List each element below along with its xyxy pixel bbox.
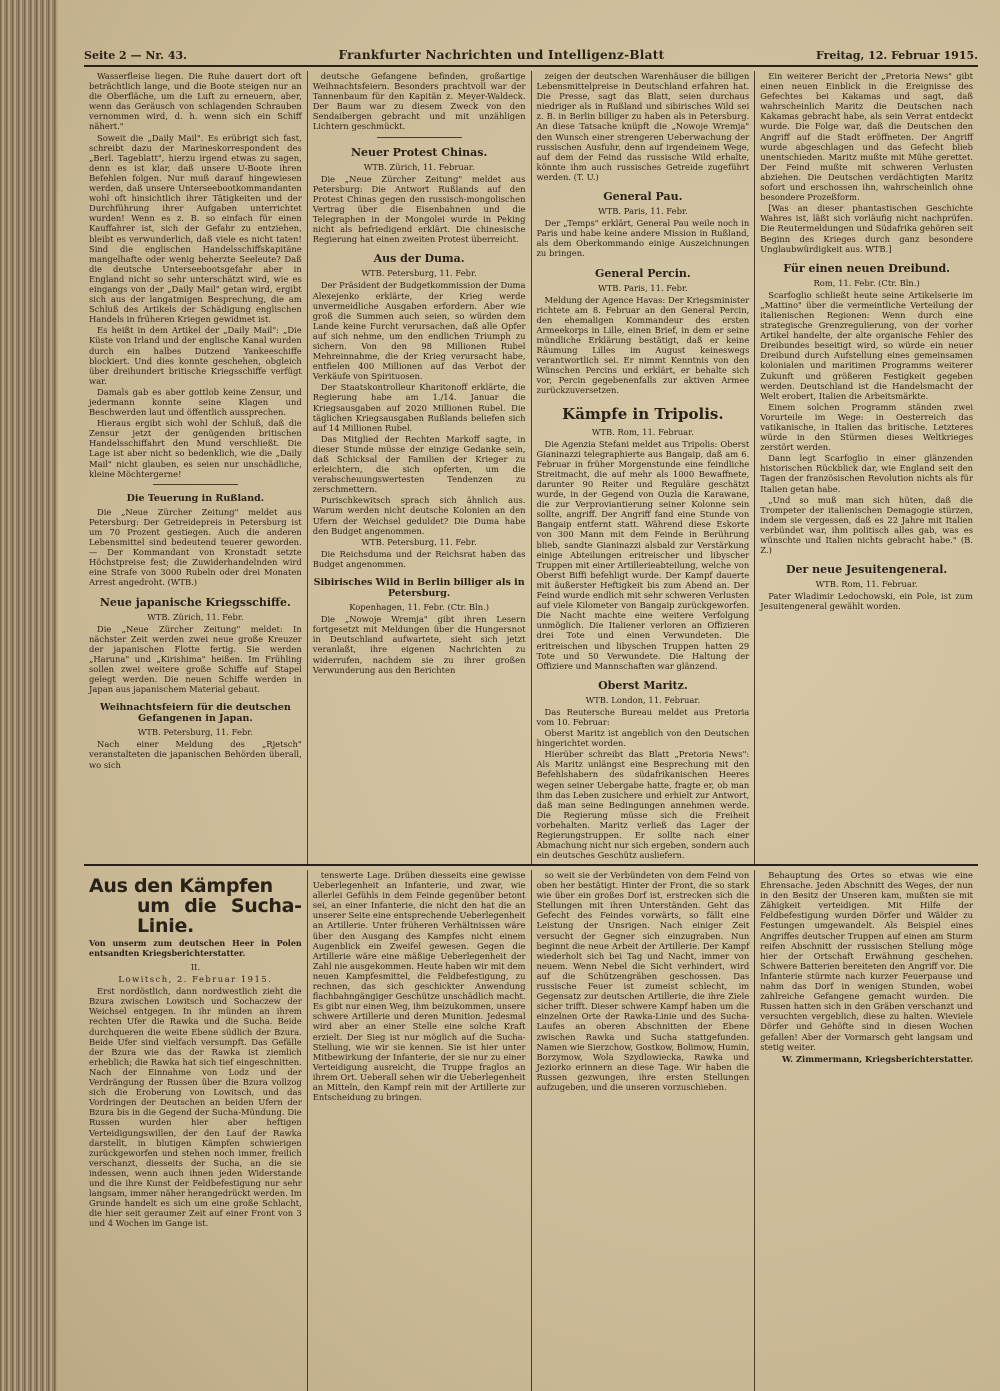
article-text: Damals gab es aber gottlob keine Zensur, und jedermann konnte seine Klagen und Beschwerden laut und öffentlich aussprechen. [89, 386, 302, 418]
author-signature: W. Zimmermann, Kriegsberichterstatter. [782, 1053, 973, 1064]
headline: Neue japanische Kriegsschiffe. [99, 595, 291, 609]
feature-headline-line-1: Aus den Kämpfen [89, 875, 273, 897]
article-text: deutsche Gefangene befinden, großartige Weihnachtsfeiern. Besonders prachtvoll war der Tannenbaum für den Kapitän z. Meyer-Waldeck. Der Baum war zu diesem Zweck von den Sendaibergen gebracht und mit unzähligen Lichtern geschmückt. [312, 71, 526, 132]
article-text: Einem solchen Programm ständen zwei Vorurteile im Wege: in Oesterreich das vatikanische, in Italien das britische. Letzteres würde in den Stürmen dieses Weltkrieges zerstört werden. [760, 401, 973, 453]
newspaper-title: Frankfurter Nachrichten und Intelligenz-Blatt [338, 48, 665, 62]
dateline: WTB. London, 11. Februar. [585, 694, 701, 705]
lower-section [84, 870, 978, 1391]
article-text: Scarfoglio schließt heute seine Artikelserie im „Mattino" über die vermeintliche Verteilung der italienischen Regionen: Wenn durch eine strategische Grenzregulierung, von der vorher Artikel handelte, der alte organische Fehler des Dreibundes beseitigt wird, so würde ein neuer Dreibund durch Aufstellung eines gemeinsamen kolonialen und maritimen Programms weiterer Zukunft und größeren Festigkeit gegeben werden. Deutschland ist die Handelsmacht der Welt erobert, Italien die Arbeitsmärkte. [760, 289, 973, 401]
article-text: Ein weiterer Bericht der „Pretoria News" gibt einen neuen Einblick in die Ereignisse des Gefechtes bei Kakamas und sagt, daß wahrscheinlich Maritz die Deutschen nach Kakamas gebracht habe, als sein Verrat entdeckt wurde. Die Folge war, daß die Deutschen den Angriff auf die Stadt eröffneten. Der Angriff wurde abgeschlagen und das Gefecht blieb unentschieden. Maritz mußte mit Mühe gerettet. Der Feind mußte mit schweren Verlusten abziehen. Die Deutschen verdächtigten Maritz sofort und erschossen ihn, wahrscheinlich ohne besondere Prozeßform. [760, 71, 973, 203]
article-text: Dann legt Scarfoglio in einer glänzenden historischen Rückblick dar, wie England seit den Tagen der französischen Revolution nichts als für Italien getan habe. [760, 453, 973, 494]
column-1 [84, 71, 308, 864]
headline: Weihnachtsfeiern für die deutschen Gefangenen in Japan. [99, 702, 291, 725]
article-text: tenswerte Lage. Drüben diesseits eine gewisse Ueberlegenheit an Infanterie, und zwar, wie allerlei Gefühls in dem Feinde gegenüber betont sei, an einer Infanterie, die nicht den hat die an unserer Seite eine entsprechende Ueberlegenheit an Artillerie. Unter früheren Verhältnissen wäre über den Ausgang des Kampfes nicht einem Augenblick ein Zweifel gewesen. Gegen die Artillerie wäre eine mäßige Ueberlegenheit der Zahl nie ausgekommen. Heute haben wir mit dem neuen Kampfesmittel, die Feldbefestigung, zu rechnen, das sich geschickter Anwendung flachbahngängiger Geschütze unschädlich macht. Es gibt nur einen Weg, ihm beizukommen, unsere schwere Artillerie und deren Munition. Jedesmal wird aber an einer Stelle eine solche Kraft erzielt. Der Sieg ist nur möglich auf die Sucha-Stellung, wie wir sie kennen. Sie ist hier unter Mitbewirkung der Infanterie, der sie nur zu einer Verteidigung ausreicht, die Truppe fraglos an ihrem Ort. Ueberall sehen wir die Ueberlegenheit an Mitteln, den Kampf rein mit der Artillerie zur Entscheidung zu bringen. [312, 870, 526, 1103]
feature-headline-line-2: um die Sucha-Linie. [137, 895, 302, 937]
headline: Die Teuerung in Rußland. [126, 492, 265, 504]
dateline: Kopenhagen, 11. Febr. (Ctr. Bln.) [349, 602, 490, 613]
column-3 [532, 71, 756, 864]
column-4 [755, 71, 978, 864]
dateline: WTB. Zürich, 11. Februar. [363, 161, 475, 172]
headline: Der neue Jesuitengeneral. [785, 563, 948, 577]
article-text: Hieraus ergibt sich wohl der Schluß, daß die Zensur jetzt der genügenden britischen Handelsschiffahrt den Mund verschließt. Die Lage ist aber nicht so bedenklich, wie die „Daily Mail" nicht glauben, es seien nur unschädliche, kleine Möchtergerne! [89, 418, 302, 479]
lower-column-3 [532, 870, 756, 1391]
article-text: Die „Neue Zürcher Zeitung" meldet aus Petersburg: Die Antwort Rußlands auf den Protest Chinas gegen den russisch-mongolischen Vertrag über die Eisenbahnen und die Telegraphen in der Mongolei wurde in Peking nicht als befriedigend erklärt. Die chinesische Regierung hat einen zweiten Protest überreicht. [312, 173, 526, 245]
article-text: [Was an dieser phantastischen Geschichte Wahres ist, läßt sich vorläufig nicht nachprüfen. Die Reutermeldungen und Südafrika gehören seit Beginn des Krieges durch ganz besondere Unglaubwürdigkeit aus. WTB.] [760, 203, 973, 254]
article-text: Nach einer Meldung des „Rjetsch" veranstalteten die japanischen Behörden überall, wo sich [89, 739, 302, 770]
headline: Kämpfe in Tripolis. [562, 404, 724, 423]
feature-headline [89, 876, 302, 936]
article-text: zeigen der deutschen Warenhäuser die billigen Lebensmittelpreise in Deutschland erfahren hat. Die Presse, sagt das Blatt, seien durchaus niedriger als in Rußland und sibirisches Wild sei z. B. in Berlin billiger zu haben als in Petersburg. An diese Tatsache knüpft die „Nowoje Wremja" den Wunsch einer strengeren Ueberwachung der russischen Ausfuhr, denn auf irgendeinem Wege, auf dem der Feind das russische Wild erhalte, könnte ihm auch russisches Getreide zugeführt werden. (T. U.) [536, 71, 750, 182]
issue-date: Freitag, 12. Februar 1915. [815, 49, 978, 62]
article-text: Der Präsident der Budgetkommission der Duma Alexejenko erklärte, der Krieg werde unvermeidliche Ausgaben erfordern. Aber wie groß die Summen auch seien, so würden dem Lande keine Furcht verursachen, daß alle Opfer auf sich nehme, um den endlichen Triumph zu sichern. Von den 98 Millionen Rubel Mehreinnahme, die der Krieg verursacht habe, entfielen 400 Millionen auf das Verbot der Verkäufe von Spirituosen. [312, 280, 526, 382]
divider [153, 484, 238, 485]
article-text: Oberst Maritz ist angeblich von den Deutschen hingerichtet worden. [536, 728, 750, 749]
article-text: Die „Neue Zürcher Zeitung" meldet aus Petersburg: Der Getreidepreis in Petersburg ist um 70 Prozent gestiegen. Auch die anderen Lebensmittel sind bedeutend teuerer geworden. — Der Kommandant von Kronstadt setzte Höchstpreise fest; die Zuwiderhandelnden wird eine Strafe von 3000 Rubeln oder drei Monaten Arrest angedroht. (WTB.) [89, 506, 302, 588]
dateline: WTB. Petersburg, 11. Febr. [137, 727, 254, 738]
article-text: Soweit die „Daily Mail". Es erübrigt sich fast, schreibt dazu der Marineskorrespondent des „Berl. Tageblatt", hierzu irgend etwas zu sagen, denn es ist klar, daß unsere U-Boote ihren Befehlen folgen. Nur muß darauf hingewiesen werden, daß unsere Unterseebootkommandanten wohl oft hinsichtlich ihrer Tätigkeiten und der Durchführung ihrer Aufgaben unterrichtet wurden! Wenn es z. B. so einfach für einen Kauffahrer ist, sich der Gefahr zu entziehen, bleibt es verwunderlich, daß viele es nicht taten! Sind die englischen Handelsschiffskapitäne mangelhafte oder wenig beherzte Seeleute? Daß die deutsche Unterseebootsgefahr aber in England nicht so sehr unterschätzt wird, wie es eingangs von der „Daily Mail" getan wird, ergibt sich aus der langatmigen Besprechung, die am Schluß des Artikels der Schädigung englischen Handels in früheren Kriegen gewidmet ist. [89, 132, 302, 325]
article-text: Das Reutersche Bureau meldet aus Pretoria vom 10. Februar: [536, 706, 750, 727]
book-binding-edge [0, 0, 62, 1391]
article-text: Erst nordöstlich, dann nordwestlich zieht die Bzura zwischen Lowitsch und Sochaczew der Weichsel entgegen. In ihr münden an ihrem rechten Ufer die Rawka und die Sucha. Beide durchqueren die weite Ebene südlich der Bzura. Beide Ufer sind vielfach versumpft. Das Gefälle der Bzura wie das der Rawka ist ziemlich erheblich; die Rawka hat sich tief eingeschnitten. Nach der Einnahme von Lodz und der Verdrängung der Russen über die Bzura vollzog sich die Eroberung von Lowitsch, und das Vordringen der Deutschen an beiden Ufern der Bzura bis in die Gegend der Sucha-Mündung. Die Russen wurden hier aber heftigen Verteidigungswillen, der den Lauf der Rawka darstellt, in blutigen Kämpfen schwierigen zurückgeworfen und stehen noch immer, freilich verschanzt, diesseits der Sucha, an die sie indessen, wenn auch ihnen jeden Widerstande und die ihre Kunst der Feldbefestigung nur sehr langsam, immer näher herangedrückt werden. Im Grunde handelt es sich um eine große Schlacht, die hier seit geraumer Zeit auf einer Front von 3 und 4 Wochen im Gange ist. [89, 986, 302, 1229]
dateline: WTB. Zürich, 11. Febr. [147, 611, 244, 622]
article-text: „Und so muß man sich hüten, daß die Trompeter der italienischen Demagogie stürzen, indem sie vergessen, daß es 22 Jahre mit Italien verbündet war, ihm politisch alles gab, was es wünschte und Italien nichts gebracht habe." (B. Z.) [760, 494, 973, 556]
article-text: Der „Temps" erklärt, General Pau weile noch in Paris und habe keine andere Mission in Rußland, als dem Oberkommando einige Auszeichnungen zu bringen. [536, 218, 750, 259]
article-text: Die Agenzia Stefani meldet aus Tripolis: Oberst Gianinazzi telegraphierte aus Bangaip, daß am 6. Februar in früher Morgenstunde eine feindliche Streitmacht, die auf mehr als 1000 Bewaffnete, darunter 90 Reiter und Reguläre geschätzt wurde, in der Gegend von Ouzla die Karawane, die zur Verproviantierung seiner Kolonne sein sollte, angriff. Der Angriff fand eine Stunde von Bangaip entfernt statt. Während diese Eskorte von 300 Mann mit dem Feinde in Berührung blieb, sandte Gianinazzi alsbald zur Verstärkung einige Abteilungen eritreischer und libyscher Truppen mit einer Artillerieabteilung, welche von Oberst Biffi befehligt wurde. Der Kampf dauerte mit äußerster Heftigkeit bis zum Abend an. Der Feind wurde endlich mit sehr schweren Verlusten auf viele Kilometer von Bangaip zurückgeworfen. Die Nacht machte eine weitere Verfolgung unmöglich. Die Italiener verloren an Offizieren drei Tote und einen Verwundeten. Die eritreischen und libyschen Truppen hatten 29 Tote und 50 Verwundete. Die Haltung der Offiziere und Mannschaften war glänzend. [536, 438, 750, 671]
headline: General Percin. [594, 266, 691, 280]
column-2 [308, 71, 532, 864]
headline: General Pau. [603, 190, 683, 204]
article-text: Der Staatskontrolleur Kharitonoff erklärte, die Regierung habe am 1./14. Januar die Kriegsausgaben auf 2020 Millionen Rubel. Die täglichen Kriegsausgaben Rußlands beliefen sich auf 14 Millionen Rubel. [312, 382, 526, 433]
article-text: Behauptung des Ortes so etwas wie eine Ehrensache. Jeden Abschnitt des Weges, der nun in den Besitz der Unseren kam, mußten sie mit Zähigkeit verteidigen. Mit Hilfe der Feldbefestigung wurden Dörfer und Wälder zu Festungen umgewandelt. Als Beispiel eines Angriffes deutscher Truppen auf einen am Sturm reifen Abschnitt der russischen Stellung möge hier der Ortschaft Erwähnung geschehen. Schwere Batterien bereiteten den Angriff vor. Die Infanterie stürmte nach kurzer Feuerpause und nahm das Dorf in wenigen Stunden, wobei zahlreiche Gefangene gemacht wurden. Die Russen hatten sich in den Gräben verschanzt und versuchten vergeblich, diese zu halten. Wieviele Dörfer und Gehöfte sind in diesen Wochen gefallen! Aber der Vormarsch geht langsam und stetig weiter. [760, 870, 973, 1052]
part-number: II. [190, 962, 201, 972]
dateline: WTB. Petersburg, 11. Febr. [361, 268, 477, 279]
dateline: Rom, 11. Febr. (Ctr. Bln.) [813, 277, 920, 288]
headline: Neuer Protest Chinas. [350, 145, 488, 159]
headline: Für einen neuen Dreibund. [783, 261, 951, 275]
feature-subheading: Von unserm zum deutschen Heer in Polen entsandten Kriegsberichterstatter. [89, 938, 302, 958]
article-text: Pater Wladimir Ledochowski, ein Pole, ist zum Jesuitengeneral gewählt worden. [760, 591, 973, 612]
article-text: Purischkewitsch sprach sich ähnlich aus. Warum werden nicht deutsche Kolonien an den Ufern der Weichsel geduldet? Die Duma habe den Budget angenommen. [312, 495, 526, 536]
newspaper-page [58, 0, 1000, 1391]
dateline: WTB. Paris, 11. Febr. [598, 206, 688, 217]
dateline: Lowitsch, 2. Februar 1915. [118, 974, 273, 985]
divider [377, 137, 462, 138]
lower-column-4 [755, 870, 978, 1391]
masthead [84, 48, 978, 67]
dateline: WTB. Rom, 11. Februar. [591, 426, 694, 437]
article-text: Hierüber schreibt das Blatt „Pretoria News": Als Maritz unlängst eine Besprechung mit den Befehlshabern des südafrikanischen Heeres wegen seiner Uebergabe hatte, fragte er, ob man ihm das Leben zusichere und erhielt zur Antwort, daß man seine Bedingungen annehmen werde. Die Regierung müsse sich die Freiheit vorbehalten. Maritz verließ das Lager der Regierungstruppen. Er sollte nach einer Abmachung nicht nur sich ergeben, sondern auch ein deutsches Geschütz ausliefern. [536, 749, 750, 861]
article-text: so weit sie der Verbündeten von dem Feind von oben her bestätigt. Hinter der Front, die so stark wie über ein großes Dorf ist, erstrecken sich die Stellungen mit ihren Unterständen. Geht das Gefecht des Feindes vorwärts, so fällt eine Leistung der Unsrigen. Nach einiger Zeit versucht der Gegner sich einzugraben. Nun beginnt die neue Arbeit der Artillerie. Der Kampf wiederholt sich bei Tag und Nacht, immer von neuem. Wenn Nebel die Sicht verhindert, wird auf die Schützengräben geschossen. Das russische Feuer ist zumeist schlecht, im Gegensatz zur deutschen Artillerie, die ihre Ziele sicher trifft. Dieser schwere Kampf haben um die einzelnen Orte der Rawka-Linie und des Sucha-Laufes an oberen Abschnitten der Ebene zwischen Rawka und Sucha stattgefunden. Namen wie Sierzchow, Gostkow, Bolimow, Humin, Borzymow, Wola Szydlowiecka, Rawka und Jeziorko erinnern an diese Tage. Wir haben die Russen gezwungen, ihre ersten Stellungen aufzugeben, und die unseren vorzuschieben. [536, 870, 750, 1092]
lower-column-2 [308, 870, 532, 1391]
article-text: Das Mitglied der Rechten Markoff sagte, in dieser Stunde müsse der einzige Gedanke sein, daß Schicksal der Familien der Krieger zu erleichtern, die sich opferten, um die verabscheuungswertesten Tendenzen zu zerschmettern. [312, 433, 526, 495]
article-text: Die „Nowoje Wremja" gibt ihren Lesern fortgesetzt mit Meldungen über die Hungersnot in Deutschland aufwartete, sieht sich jetzt veranlaßt, ihre eigenen Nachrichten zu widerrufen, nachdem sie zu ihrer großen Verwunderung aus den Berichten [312, 614, 526, 675]
article-text: Es heißt in dem Artikel der „Daily Mail": „Die Küste von Irland und der englische Kanal wurden durch ein halbes Dutzend Yankeeschiffe blockiert. Und dies konnte geschehen, obgleich über dreihundert britische Kriegsschiffe verfügt war. [89, 325, 302, 386]
headline: Sibirisches Wild in Berlin billiger als in Petersburg. [313, 577, 525, 600]
article-text: Meldung der Agence Havas: Der Kriegsminister richtete am 8. Februar an den General Percin, den ehemaligen Kommandeur des ersten Armeekorps in Lille, einen Brief, in dem er seine mündliche Erklärung bestätigt, daß er keine Räumung Lilles im August keineswegs verantwortlich sei. Er nimmt Kenntnis von den Wünschen Percins und erklärt, er behalte sich vor, Percin gegebenenfalls zur aktiven Armee zurückzuversetzen. [536, 294, 750, 396]
upper-section [84, 71, 978, 866]
page-number: Seite 2 — Nr. 43. [84, 49, 187, 62]
headline: Oberst Maritz. [598, 678, 688, 692]
article-text: Wasserfleise liegen. Die Ruhe dauert dort oft beträchtlich lange, und die Boote steigen nur an die Oberfläche, um die Luft zu erneuern, aber, wenn das Geräusch von schlagenden Schrauben vernommen wird, d. h. wenn sich ein Schiff nähert." [89, 71, 302, 132]
dateline: WTB. Rom, 11. Februar. [815, 579, 918, 590]
headline: Aus der Duma. [373, 252, 465, 266]
dateline: WTB. Petersburg, 11. Febr. [361, 536, 477, 547]
dateline: WTB. Paris, 11. Febr. [598, 282, 688, 293]
article-text: Die „Neue Zürcher Zeitung" meldet: In nächster Zeit werden zwei neue große Kreuzer der japanischen Flotte fertig. Sie werden „Haruna" und „Kirishima" heißen. Im Frühling sollen zwei weitere große Schiffe auf Stapel gelegt werden. Die neuen Schiffe werden in Japan aus japanischem Material gebaut. [89, 623, 302, 695]
lower-column-1 [84, 870, 308, 1391]
article-text: Die Reichsduma und der Reichsrat haben das Budget angenommen. [312, 548, 526, 569]
